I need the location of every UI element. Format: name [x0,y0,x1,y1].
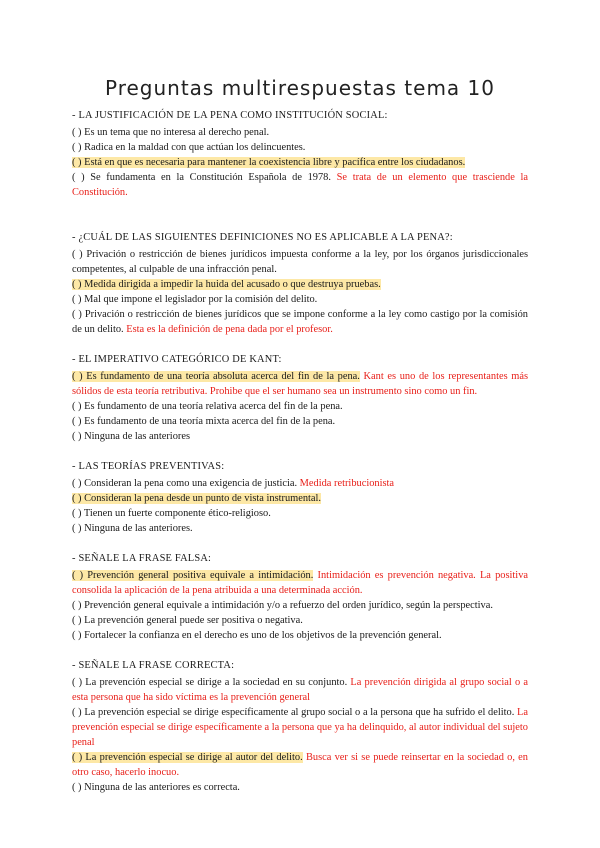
answer-text: ( ) Prevención general equivale a intimidación y/o a refuerzo del orden jurídico, según la perspectiva. [72,600,493,611]
questions-list [72,108,528,795]
answer-note: Se trata de un elemento que trasciende la Constitución. [72,172,528,198]
answer-text: ( ) Consideran la pena como una exigencia de justicia. [72,478,298,489]
answer-text: ( ) Se fundamenta en la Constitución Española de 1978. [72,172,331,183]
question-heading: - ¿CUÁL DE LAS SIGUIENTES DEFINICIONES NO ES APLICABLE A LA PENA?: [72,232,453,243]
answer-note: Medida retribucionista [299,478,395,489]
question-block [72,108,528,200]
answer-text: ( ) Fortalecer la confianza en el derecho es uno de los objetivos de la prevención general. [72,630,442,641]
answer-text-highlighted: ( ) Está en que es necesaria para mantener la coexistencia libre y pacífica entre los ciudadanos. [72,157,466,168]
answer-text-highlighted: ( ) La prevención especial se dirige al autor del delito. [72,752,303,763]
answer-option [72,598,528,613]
answer-option [72,140,528,155]
answer-text: ( ) Privación o restricción de bienes jurídicos impuesta conforme a la ley, por los órganos jurisdiccionales competentes, al culpable de una infracción penal. [72,249,528,275]
answer-text: ( ) La prevención especial se dirige específicamente al grupo social o a la persona que ha sufrido el delito. [72,707,515,718]
answer-text: ( ) La prevención general puede ser positiva o negativa. [72,615,303,626]
answer-option [72,506,528,521]
answer-text-highlighted: ( ) Es fundamento de una teoría absoluta acerca del fin de la pena. [72,371,360,382]
answer-option [72,369,528,399]
answer-option [72,399,528,414]
answer-option [72,628,528,643]
answer-option [72,780,528,795]
answer-option [72,750,528,780]
answer-option [72,292,528,307]
answer-text: ( ) Ninguna de las anteriores. [72,523,193,534]
answer-option [72,568,528,598]
answer-option [72,125,528,140]
question-heading: - LA JUSTIFICACIÓN DE LA PENA COMO INSTITUCIÓN SOCIAL: [72,110,388,121]
question-heading: - SEÑALE LA FRASE CORRECTA: [72,660,235,671]
question-heading: - EL IMPERATIVO CATEGÓRICO DE KANT: [72,354,282,365]
answer-option [72,705,528,750]
answer-option [72,675,528,705]
answer-option [72,521,528,536]
answer-note: Kant es uno de los representantes más sólidos de esta teoría retributiva. Prohibe que el ser humano sea un instrumento sino como un fin. [72,371,529,397]
answer-text: ( ) Es un tema que no interesa al derecho penal. [72,127,270,138]
answer-text: ( ) Es fundamento de una teoría mixta acerca del fin de la pena. [72,416,336,427]
answer-text: ( ) Ninguna de las anteriores [72,431,191,442]
answer-text: ( ) La prevención especial se dirige a la sociedad en su conjunto. [72,677,348,688]
question-block [72,658,528,795]
answer-option [72,277,528,292]
answer-note: La prevención especial se dirige específicamente a la persona que ya ha delinquido, al autor individual del sujeto penal [72,707,528,748]
answer-text-highlighted: ( ) Medida dirigida a impedir la huida del acusado o que destruya pruebas. [72,279,381,290]
answer-option [72,170,528,200]
answer-option [72,429,528,444]
answer-note: Intimidación es prevención negativa. La positiva consolida la aplicación de la pena atribuida a una determinada acción. [72,570,528,596]
answer-option [72,613,528,628]
answer-text-highlighted: ( ) Consideran la pena desde un punto de vista instrumental. [72,493,322,504]
page-title: Preguntas multirespuestas tema 10 [104,76,495,100]
answer-option [72,476,528,491]
question-block [72,551,528,643]
answer-option [72,247,528,277]
answer-option [72,307,528,337]
question-heading: - SEÑALE LA FRASE FALSA: [72,553,212,564]
answer-option [72,491,528,506]
answer-text-highlighted: ( ) Prevención general positiva equivale a intimidación. [72,570,314,581]
answer-note: La prevención dirigida al grupo social o a esta persona que ha sido víctima es la prevención general [72,677,528,703]
answer-note: Busca ver si se puede reinsertar en la sociedad o, en otro caso, hacerlo inocuo. [72,752,528,778]
answer-option [72,414,528,429]
answer-option [72,155,528,170]
answer-text: ( ) Mal que impone el legislador por la comisión del delito. [72,294,318,305]
question-heading: - LAS TEORÍAS PREVENTIVAS: [72,461,225,472]
answer-text: ( ) Ninguna de las anteriores es correcta. [72,782,240,793]
question-block [72,230,528,337]
answer-text: ( ) Radica en la maldad con que actúan los delincuentes. [72,142,306,153]
answer-note: Esta es la definición de pena dada por el profesor. [126,324,333,335]
answer-text: ( ) Privación o restricción de bienes jurídicos que se impone conforme a la ley como castigo por la comisión de un delito. [72,309,528,335]
answer-text: ( ) Es fundamento de una teoría relativa acerca del fin de la pena. [72,401,343,412]
question-block [72,352,528,444]
question-block [72,459,528,536]
answer-text: ( ) Tienen un fuerte componente ético-religioso. [72,508,271,519]
